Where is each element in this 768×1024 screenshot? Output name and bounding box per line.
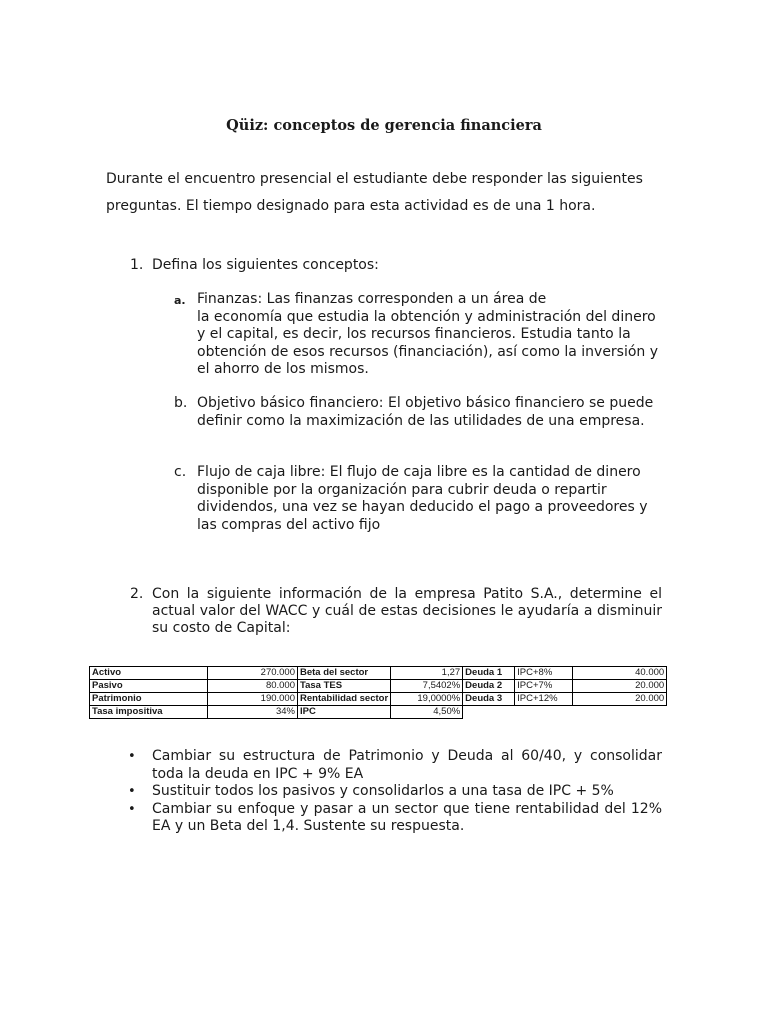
list-item [128, 783, 662, 801]
list-item-line: Cambiar su enfoque y pasar a un sector que tiene rentabilidad del 12% [152, 800, 662, 817]
subitem-line: el ahorro de los mismos. [197, 361, 369, 377]
table-cell: IPC+8% [515, 667, 573, 680]
subitem-line: Finanzas: Las finanzas corresponden a un área de [197, 291, 547, 307]
question-2-text [152, 586, 662, 637]
subitem-line: la economía que estudia la obtención y administración del dinero [197, 308, 656, 325]
table-cell: 7,5402% [391, 680, 463, 693]
subitem-c-marker: c. [174, 464, 187, 480]
table-cell: IPC+7% [515, 680, 573, 693]
question-2-line: Con la siguiente información de la empresa Patito S.A., determine el [152, 586, 662, 602]
table-cell: Deuda 2 [463, 680, 515, 693]
table-row [90, 667, 667, 680]
document-title: Qüiz: conceptos de gerencia financiera [226, 117, 542, 134]
subitem-line: obtención de esos recursos (financiación), así como la inversión y [197, 343, 659, 360]
list-item-line: toda la deuda en IPC + 9% EA [152, 765, 364, 782]
subitem-b-text [197, 395, 662, 430]
list-item [128, 801, 662, 836]
subitem-line: disponible por la organización para cubrir deuda o repartir [197, 481, 607, 498]
table-cell: 20.000 [573, 693, 667, 706]
table-row [90, 706, 667, 719]
bullet-icon: • [128, 749, 136, 764]
table-cell: Deuda 3 [463, 693, 515, 706]
table-cell: IPC+12% [515, 693, 573, 706]
table-cell: Beta del sector [298, 667, 391, 680]
question-2-line: actual valor del WACC y cuál de estas decisiones le ayudaría a disminuir [152, 603, 662, 619]
table-cell: 1,27 [391, 667, 463, 680]
table-row [90, 680, 667, 693]
table-cell: Patrimonio [90, 693, 208, 706]
table-cell: IPC [298, 706, 391, 719]
bullet-icon: • [128, 784, 136, 799]
table-cell: 80.000 [208, 680, 298, 693]
question-2-line: su costo de Capital: [152, 620, 291, 636]
intro-line-1: Durante el encuentro presencial el estudiante debe responder las siguientes [106, 171, 643, 187]
subitem-line: definir como la maximización de las utilidades de una empresa. [197, 412, 645, 429]
subitem-c-text [197, 464, 662, 534]
table-empty-area [463, 706, 667, 719]
table-cell: 40.000 [573, 667, 667, 680]
table-cell: Tasa impositiva [90, 706, 208, 719]
table-cell: 19,0000% [391, 693, 463, 706]
table-row [90, 693, 667, 706]
subitem-a-text [197, 291, 662, 379]
bullet-icon: • [128, 801, 136, 817]
intro-line-2: preguntas. El tiempo designado para esta actividad es de una 1 hora. [106, 198, 596, 214]
table-cell: 190.000 [208, 693, 298, 706]
table-cell: Activo [90, 667, 208, 680]
options-list [128, 748, 662, 836]
table-cell: 20.000 [573, 680, 667, 693]
subitem-line: las compras del activo fijo [197, 516, 381, 533]
table-cell: Tasa TES [298, 680, 391, 693]
subitem-b-marker: b. [174, 395, 188, 411]
table-cell: 34% [208, 706, 298, 719]
subitem-line: y el capital, es decir, los recursos financieros. Estudia tanto la [197, 326, 631, 342]
subitem-line: Objetivo básico financiero: El objetivo básico financiero se puede [197, 395, 654, 411]
list-item-line: Cambiar su estructura de Patrimonio y Deuda al 60/40, y consolidar [152, 748, 662, 764]
subitem-line: dividendos, una vez se hayan deducido el pago a proveedores y [197, 499, 648, 515]
question-1-number: 1. [130, 257, 144, 273]
table-cell: Rentabilidad sector [298, 693, 391, 706]
question-1-text: Defina los siguientes conceptos: [152, 257, 379, 273]
question-2-number: 2. [130, 586, 144, 602]
subitem-line: Flujo de caja libre: El flujo de caja libre es la cantidad de dinero [197, 464, 641, 480]
table-cell: Pasivo [90, 680, 208, 693]
table-cell: 4,50% [391, 706, 463, 719]
table-cell: Deuda 1 [463, 667, 515, 680]
list-item [128, 748, 662, 783]
list-item-line: Sustituir todos los pasivos y consolidarlos a una tasa de IPC + 5% [152, 783, 614, 799]
intro-paragraph [106, 166, 646, 220]
list-item-line: EA y un Beta del 1,4. Sustente su respuesta. [152, 818, 465, 834]
table-cell: 270.000 [208, 667, 298, 680]
financial-data-table [89, 666, 667, 719]
subitem-a-marker: a. [174, 294, 186, 307]
